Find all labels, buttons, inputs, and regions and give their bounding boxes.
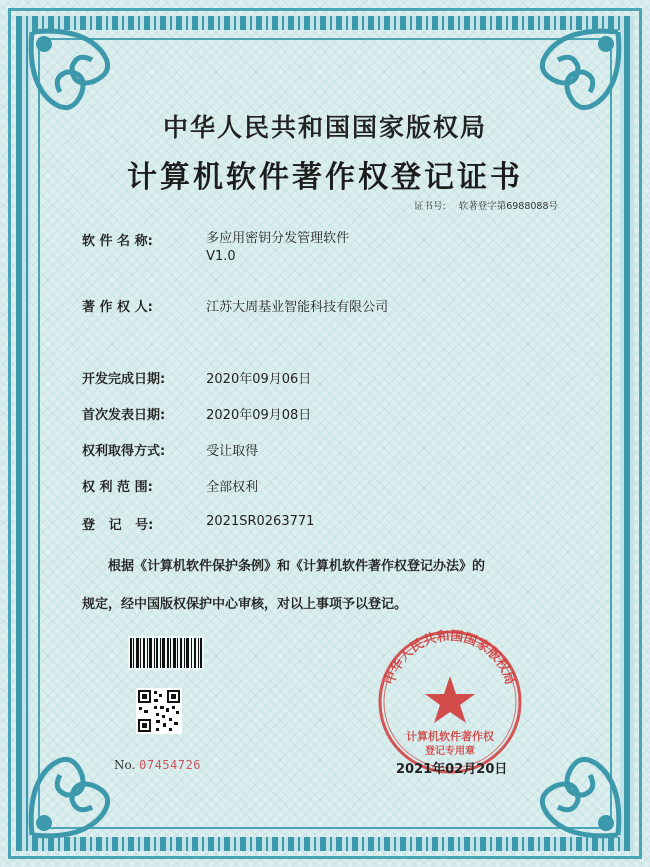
- acquisition-label: 权利取得方式:: [82, 444, 166, 459]
- field-scope: [82, 476, 258, 495]
- scope-label: 权 利 范 围:: [82, 480, 153, 495]
- software-name: 多应用密钥分发管理软件: [206, 231, 350, 246]
- official-seal: [376, 628, 524, 776]
- software-version: V1.0: [206, 249, 236, 264]
- owner-value: 江苏大周基业智能科技有限公司: [206, 300, 389, 315]
- field-software-name: [82, 230, 349, 266]
- registration-number-label: 登 记 号:: [82, 518, 154, 533]
- field-registration-number: [82, 514, 314, 533]
- seal-line-2: 登记专用章: [425, 746, 475, 757]
- software-name-label: 软 件 名 称:: [82, 234, 153, 249]
- certificate-title: 计算机软件著作权登记证书: [127, 160, 523, 195]
- statement-line-1: 根据《计算机软件保护条例》和《计算机软件著作权登记办法》的: [108, 559, 486, 574]
- qr-code: [136, 688, 182, 734]
- issue-date: 2021年02月20日: [396, 762, 508, 777]
- completion-date-label: 开发完成日期:: [82, 372, 166, 387]
- serial-number-value: 07454726: [139, 758, 201, 772]
- serial-number: [114, 758, 201, 772]
- field-acquisition: [82, 440, 258, 459]
- statement-line-2: 规定，经中国版权保护中心审核，对以上事项予以登记。: [82, 597, 408, 612]
- field-publish-date: [82, 404, 311, 423]
- certificate-number-value: 软著登字第6988088号: [458, 201, 558, 212]
- serial-number-label: No.: [114, 758, 136, 772]
- publish-date-label: 首次发表日期:: [82, 408, 166, 423]
- field-owner: [82, 296, 388, 315]
- acquisition-value: 受让取得: [206, 444, 259, 459]
- software-name-value: [206, 230, 349, 266]
- corner-ornament-bottom-right: [508, 725, 628, 845]
- seal-ring-text: 中华人民共和国国家版权局: [382, 629, 518, 687]
- barcode: [128, 636, 204, 670]
- certificate-number: [414, 198, 558, 212]
- scope-value: 全部权利: [206, 480, 259, 495]
- field-completion-date: [82, 368, 311, 387]
- certificate-number-label: 证书号:: [413, 201, 446, 212]
- publish-date-value: 2020年09月08日: [206, 408, 312, 423]
- corner-ornament-bottom-left: [22, 725, 142, 845]
- owner-label: 著 作 权 人:: [82, 300, 153, 315]
- completion-date-value: 2020年09月06日: [206, 372, 312, 387]
- issuer-title: 中华人民共和国国家版权局: [162, 113, 487, 142]
- registration-number-value: 2021SR0263771: [206, 514, 315, 529]
- seal-line-1: 计算机软件著作权: [406, 730, 494, 743]
